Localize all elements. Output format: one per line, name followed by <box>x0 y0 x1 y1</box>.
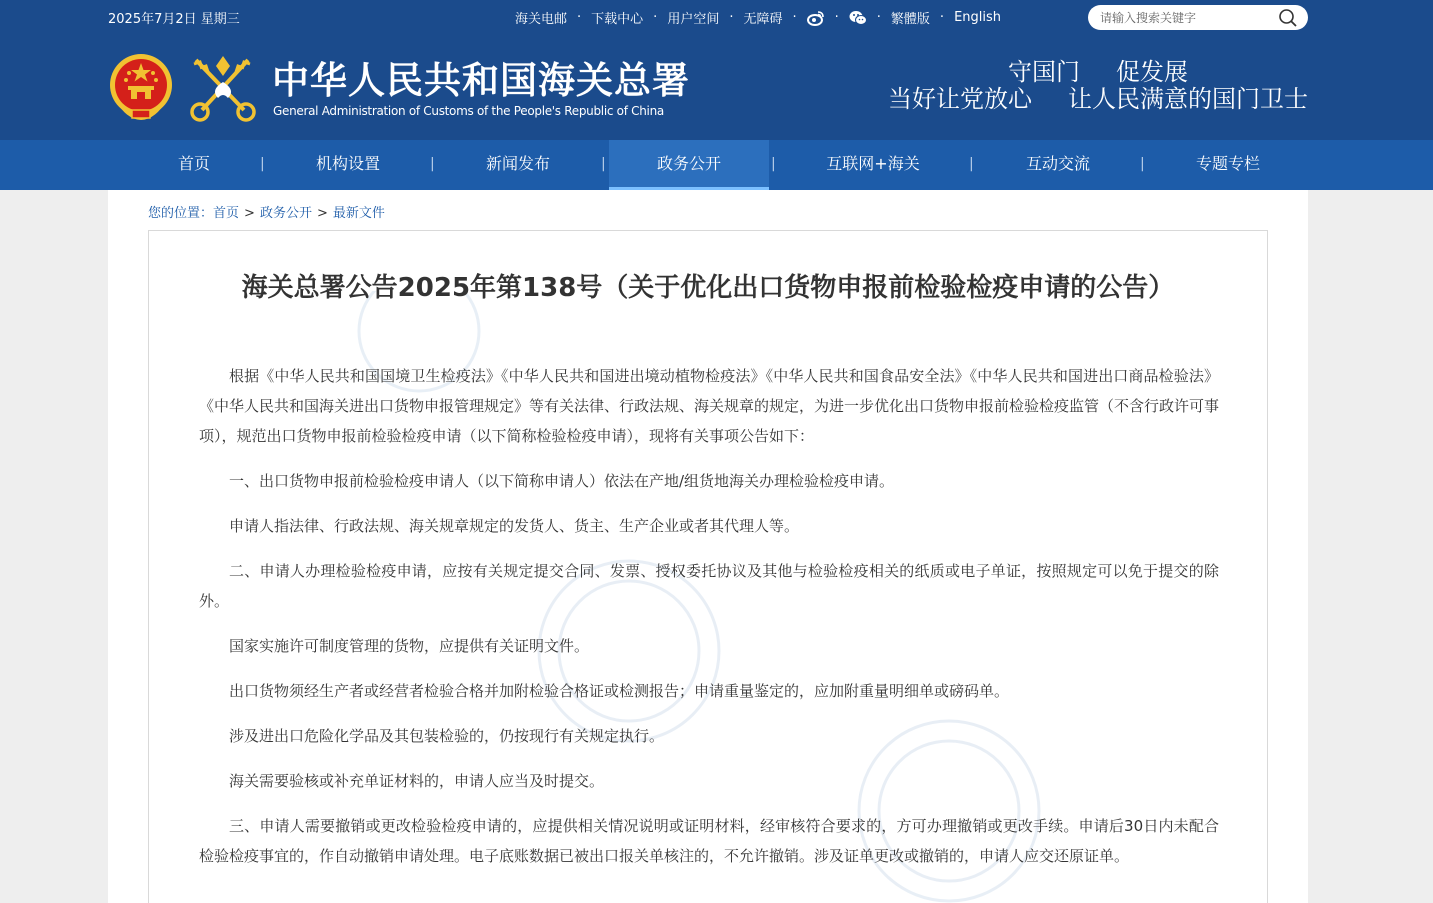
nav-separator: | <box>430 156 435 172</box>
breadcrumb-prefix: 您的位置： <box>148 206 214 221</box>
nav-separator: | <box>260 156 265 172</box>
article-body <box>199 361 1219 886</box>
slogan-text: 促发展 <box>1116 58 1188 86</box>
nav-item-government-affairs[interactable]: 政务公开 <box>609 140 769 190</box>
article-paragraph: 根据《中华人民共和国国境卫生检疫法》《中华人民共和国进出境动植物检疫法》《中华人民共和国食品安全法》《中华人民共和国进出口商品检验法》《中华人民共和国海关进出口货物申报管理规定》等有关法律、行政法规、海关规章的规定，为进一步优化出口货物申报前检验检疫监管（不含行政许可事项），规范出口货物申报前检验检疫申请（以下简称检验检疫申请），现将有关事项公告如下： <box>199 367 1220 445</box>
national-emblem <box>108 52 174 122</box>
breadcrumb-home[interactable]: 首页 <box>213 206 240 221</box>
breadcrumb <box>148 202 385 221</box>
nav-item-special-topics[interactable]: 专题专栏 <box>1195 154 1260 173</box>
nav-separator: | <box>969 156 974 172</box>
top-links <box>515 8 1001 27</box>
dot-separator: · <box>653 10 658 25</box>
slogan-text: 当好让党放心 <box>888 85 1032 113</box>
link-download-center[interactable]: 下载中心 <box>591 12 644 27</box>
breadcrumb-arrow: > <box>244 206 255 221</box>
nav-item-interaction[interactable]: 互动交流 <box>1025 154 1090 173</box>
wechat-icon[interactable] <box>849 10 867 26</box>
link-customs-mail[interactable]: 海关电邮 <box>515 12 568 27</box>
article-paragraph: 三、申请人需要撤销或更改检验检疫申请的，应提供相关情况说明或证明材料，经审核符合要求的，方可办理撤销或更改手续。申请后30日内未配合检验检疫事宜的，作自动撤销申请处理。电子底账数据已被出口报关单核注的，不允许撤销。涉及证单更改或撤销的，申请人应交还原证单。 <box>199 817 1219 865</box>
breadcrumb-government-affairs[interactable]: 政务公开 <box>259 206 312 221</box>
article-paragraph: 二、申请人办理检验检疫申请，应按有关规定提交合同、发票、授权委托协议及其他与检验检疫相关的纸质或电子单证，按照规定可以免于提交的除外。 <box>199 562 1219 610</box>
dot-separator: · <box>834 10 839 25</box>
link-accessibility[interactable]: 无障碍 <box>743 12 783 27</box>
dot-separator: · <box>729 10 734 25</box>
article-container <box>148 230 1268 903</box>
main-nav <box>0 140 1433 190</box>
weibo-icon[interactable] <box>807 10 825 26</box>
nav-item-organization[interactable]: 机构设置 <box>315 154 380 173</box>
nav-separator: | <box>601 156 606 172</box>
site-header <box>0 0 1433 140</box>
nav-item-home[interactable]: 首页 <box>177 154 210 173</box>
dot-separator: · <box>876 10 881 25</box>
article-paragraph: 海关需要验核或补充单证材料的，申请人应当及时提交。 <box>229 772 605 790</box>
nav-separator: | <box>1140 156 1145 172</box>
nav-item-internet-customs[interactable]: 互联网+海关 <box>826 154 920 173</box>
slogan-line-2 <box>888 79 1308 114</box>
search-input[interactable] <box>1100 8 1270 27</box>
dot-separator: · <box>577 10 582 25</box>
link-english[interactable]: English <box>954 10 1002 25</box>
search-box <box>1088 5 1308 30</box>
article-paragraph: 一、出口货物申报前检验检疫申请人（以下简称申请人）依法在产地/组货地海关办理检验检疫申请。 <box>229 472 895 490</box>
slogan-text: 让人民满意的国门卫士 <box>1068 85 1308 113</box>
article-paragraph: 国家实施许可制度管理的货物，应提供有关证明文件。 <box>229 637 590 655</box>
search-icon[interactable] <box>1278 8 1298 28</box>
article-paragraph: 申请人指法律、行政法规、海关规章规定的发货人、货主、生产企业或者其代理人等。 <box>229 517 800 535</box>
nav-item-news[interactable]: 新闻发布 <box>485 154 550 173</box>
breadcrumb-arrow: > <box>316 206 328 221</box>
nav-separator: | <box>771 156 776 172</box>
site-name: 中华人民共和国海关总署 <box>272 58 690 102</box>
customs-keys-logo <box>188 52 258 124</box>
breadcrumb-latest-documents[interactable]: 最新文件 <box>332 206 385 221</box>
article-title: 海关总署公告2025年第138号（关于优化出口货物申报前检验检疫申请的公告） <box>241 273 1175 303</box>
article-paragraph: 涉及进出口危险化学品及其包装检验的，仍按现行有关规定执行。 <box>229 727 665 745</box>
link-user-space[interactable]: 用户空间 <box>667 12 720 27</box>
article-paragraph: 出口货物须经生产者或经营者检验合格并加附检验合格证或检测报告；申请重量鉴定的，应加附重量明细单或磅码单。 <box>229 682 1010 700</box>
dot-separator: · <box>939 10 945 25</box>
content-page <box>108 190 1308 903</box>
slogan-text: 守国门 <box>1008 58 1080 86</box>
link-traditional-chinese[interactable]: 繁體版 <box>890 12 930 27</box>
site-name-english: General Administration of Customs of the People's Republic of China <box>273 104 664 118</box>
current-date: 2025年7月2日 星期三 <box>108 12 240 27</box>
dot-separator: · <box>792 10 797 25</box>
